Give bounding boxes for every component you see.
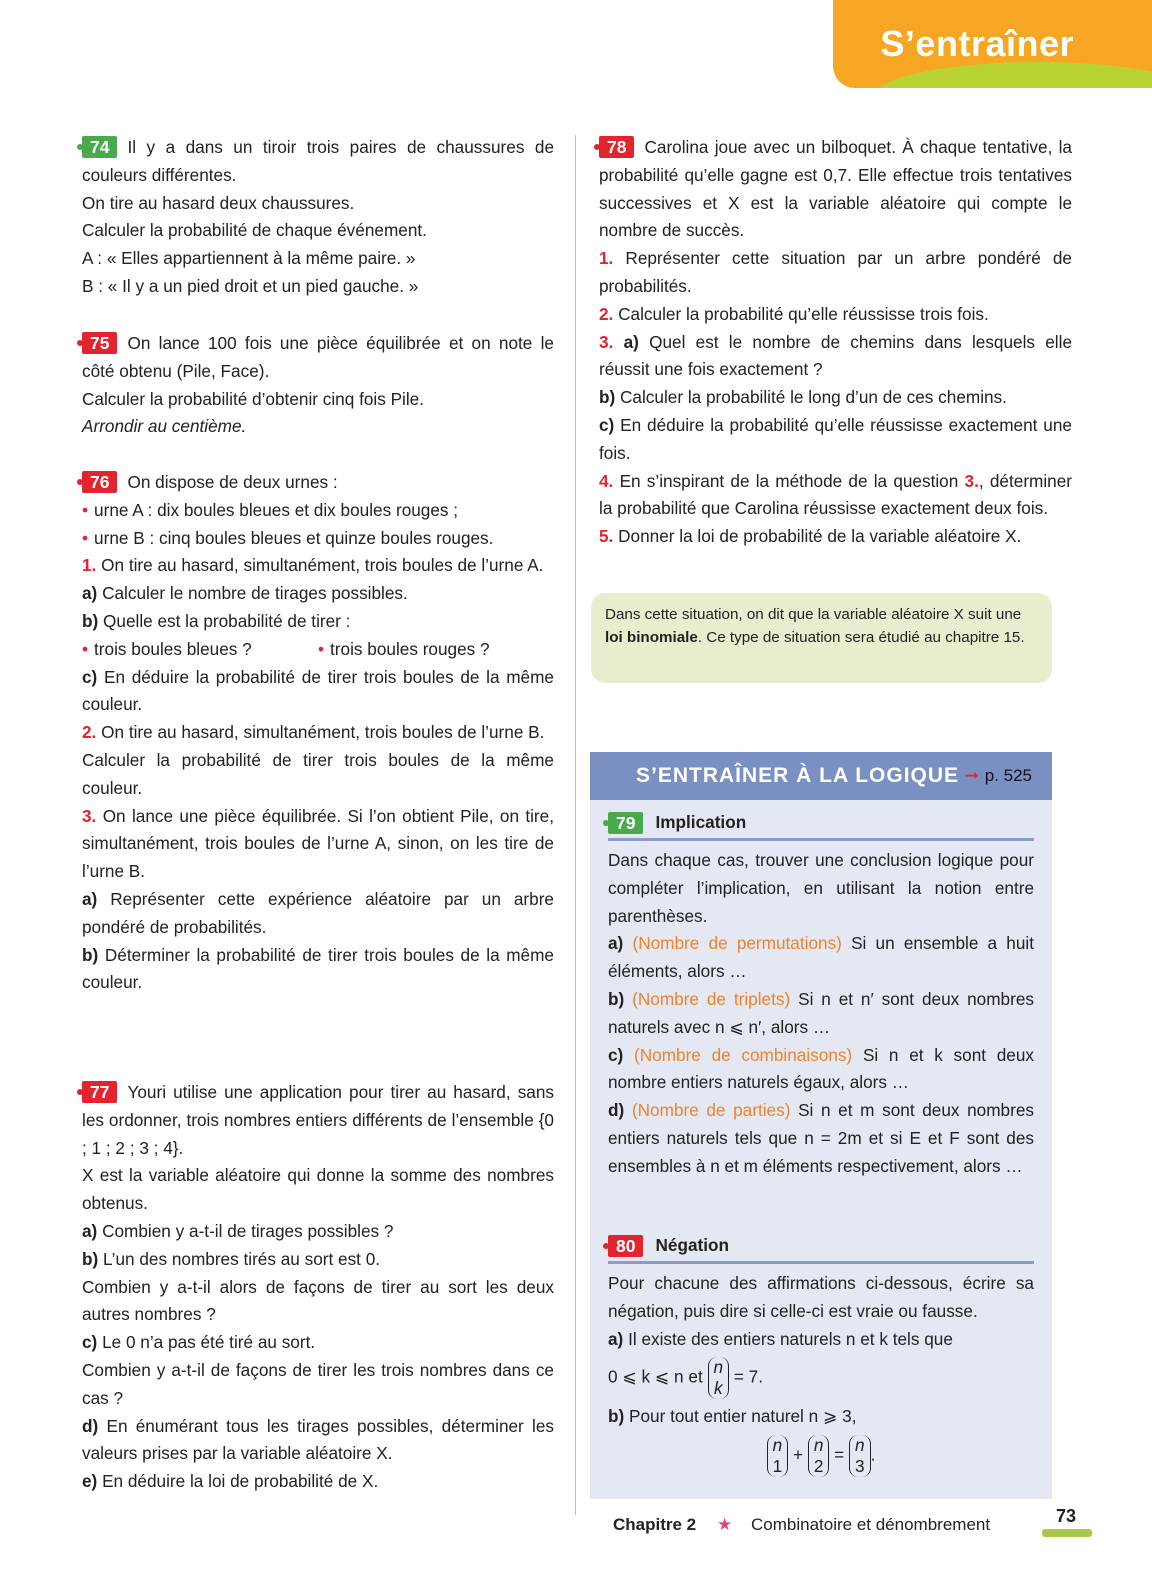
exercise-number-80: 80	[608, 1235, 643, 1257]
arrow-right-icon: ➞	[964, 766, 979, 785]
exercise-number-75: 75	[82, 332, 117, 354]
exercise-number-79: 79	[608, 812, 643, 834]
page-number-underline	[1042, 1529, 1092, 1537]
exercise-number-76: 76	[82, 471, 117, 493]
pascal-formula: n 1 + n 2 = n 3 .	[608, 1435, 1034, 1477]
binomial-n-k: n k	[708, 1357, 730, 1399]
star-icon: ★	[717, 1515, 733, 1534]
logic-box-title: S’ENTRAÎNER À LA LOGIQUE	[636, 764, 960, 787]
logic-box	[590, 752, 1052, 1499]
exercise-number-78: 78	[599, 136, 634, 158]
exercise-75: 75 On lance 100 fois une pièce équilibrée et on note le côté obtenu (Pile, Face). Calculer la probabilité d’obtenir cinq fois Pile. Arrondir au centième.	[82, 333, 554, 437]
exercise-79: 79 Implication Dans chaque cas, trouver une conclusion logique pour compléter l’implication, en utilisant la notion entre parenthèses. a) (Nombre de permutations) Si un ensemble a huit éléments, alors … b) (Nombre de triplets) Si n et n′ sont deux nombres naturels avec n ⩽ n′, alors … c) (Nombre de combinaisons) Si n et k sont deux nombre entiers naturels égaux, alors … d) (Nombre de parties) Si n et m sont deux nombres entiers naturels tels que n = 2m et si E et F sont des ensembles à n et m éléments respectivement, alors …	[608, 808, 1034, 1181]
exercise-number-74: 74	[82, 136, 117, 158]
column-divider	[575, 135, 576, 1515]
page-reference: ➞ p. 525	[964, 766, 1032, 785]
chapter-label: Chapitre 2	[613, 1515, 697, 1534]
section-tab	[833, 0, 1152, 88]
exercise-number-77: 77	[82, 1081, 117, 1103]
exercise-78: 78 Carolina joue avec un bilboquet. À chaque tentative, la probabilité qu’elle gagne est 0,7. Elle effectue trois tentatives successives et X est la variable aléatoire qui compte le nombre de succès. 1. Représenter cette situation par un arbre pondéré de probabilités. 2. Calculer la probabilité qu’elle réussisse trois fois. 3. a) Quel est le nombre de chemins dans lesquels elle réussit une fois exactement ? b) Calculer la probabilité le long d’un de ces chemins. c) En déduire la probabilité qu’elle réussisse exactement une fois. 4. En s’inspirant de la méthode de la question 3., déterminer la probabilité que Carolina réussisse exactement deux fois. 5. Donner la loi de probabilité de la variable aléatoire X.	[599, 137, 1073, 547]
exercise-77: 77 Youri utilise une application pour tirer au hasard, sans les ordonner, trois nombres entiers différents de l’ensemble {0 ; 1 ; 2 ; 3 ; 4}. X est la variable aléatoire qui donne la somme des nombres obtenus. a) Combien y a-t-il de tirages possibles ? b) L’un des nombres tirés au sort est 0. Combien y a-t-il alors de façons de tirer au sort les deux autres nombres ? c) Le 0 n’a pas été tiré au sort. Combien y a-t-il de façons de tirer les trois nombres dans ce cas ? d) En énumérant tous les tirages possibles, déterminer les valeurs prises par la variable aléatoire X. e) En déduire la loi de probabilité de X.	[82, 1082, 554, 1492]
exercise-80: 80 Négation Pour chacune des affirmations ci-dessous, écrire sa négation, puis dire si celle-ci est vraie ou fausse. a) Il existe des entiers naturels n et k tels que 0 ⩽ k ⩽ n et n k = 7. b) Pour tout entier naturel n ⩾ 3, n 1 + n 2 = n 3 .	[608, 1231, 1034, 1477]
section-title: S’entraîner	[880, 23, 1074, 64]
page-footer	[0, 1505, 1152, 1545]
page-number: 73	[1056, 1506, 1077, 1526]
binomial-note: Dans cette situation, on dit que la variable aléatoire X suit une loi binomiale. Ce type de situation sera étudié au chapitre 15.	[591, 593, 1052, 683]
exercise-74: 74 Il y a dans un tiroir trois paires de chaussures de couleurs différentes. On tire au hasard deux chaussures. Calculer la probabilité de chaque événement. A : « Elles appartiennent à la même paire. » B : « Il y a un pied droit et un pied gauche. »	[82, 137, 554, 296]
logic-box-header	[590, 752, 1052, 800]
chapter-title: Combinatoire et dénombrement	[751, 1515, 991, 1534]
exercise-76: 76 On dispose de deux urnes : • urne A : dix boules bleues et dix boules rouges ; • urne B : cinq boules bleues et quinze boules rouges. 1. On tire au hasard, simultanément, trois boules de l’urne A. a) Calculer le nombre de tirages possibles. b) Quelle est la probabilité de tirer : • trois boules bleues ? • trois boules rouges ? c) En déduire la probabilité de tirer trois boules de la même couleur. 2. On tire au hasard, simultanément, trois boules de l’urne B. Calculer la probabilité de tirer trois boules de la même couleur. 3. On lance une pièce équilibrée. Si l’on obtient Pile, on tire, simultanément, trois boules de l’urne A, sinon, on les tire de l’urne B. a) Représenter cette expérience aléatoire par un arbre pondéré de probabilités. b) Déterminer la probabilité de tirer trois boules de la même couleur.	[82, 469, 554, 997]
